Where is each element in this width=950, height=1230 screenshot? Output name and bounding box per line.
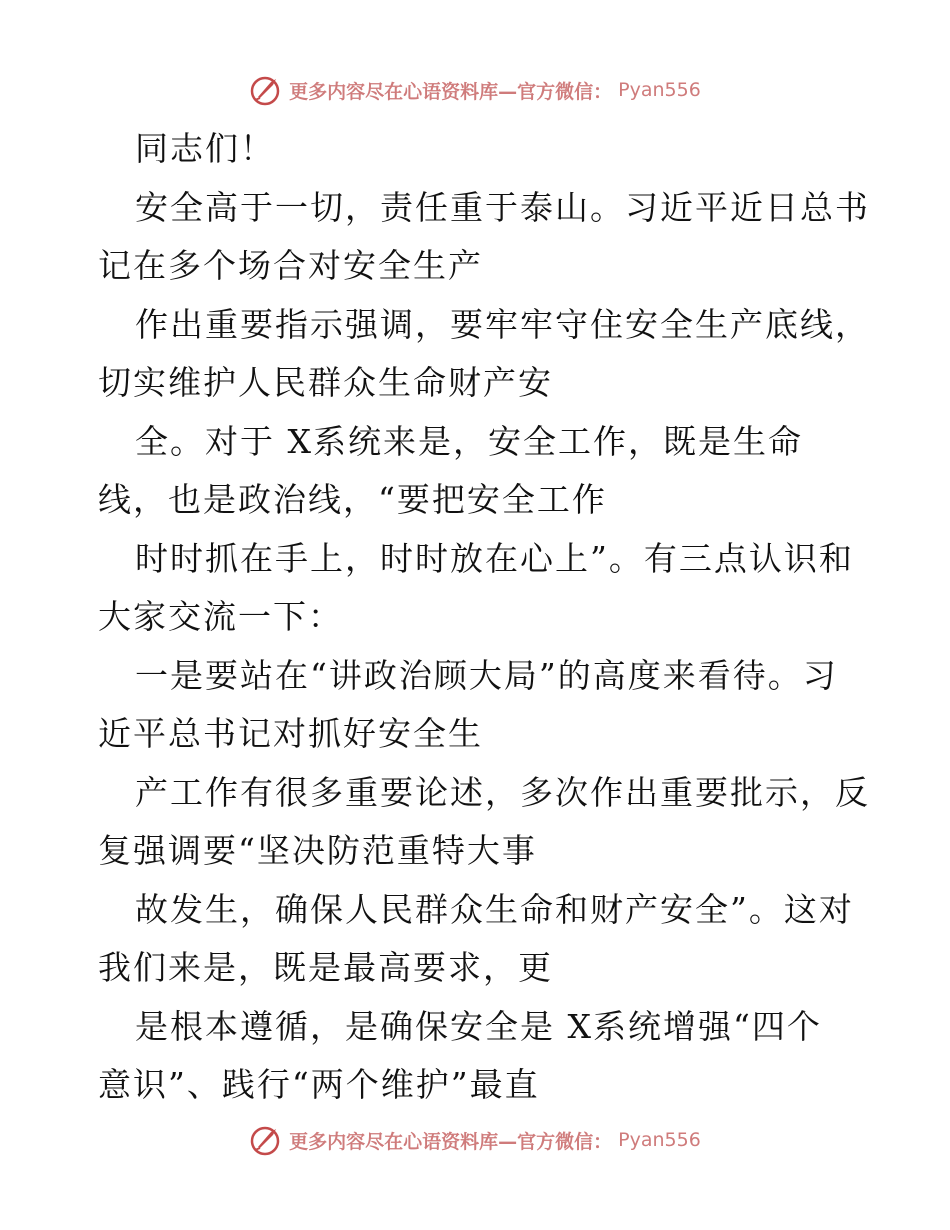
footer-watermark	[0, 1120, 950, 1160]
quill-logo-icon	[249, 1123, 283, 1157]
text-line: 是根本遵循，是确保安全是 X系统增强“四个	[135, 1006, 822, 1046]
text-line: 切实维护人民群众生命财产安	[98, 363, 553, 402]
text-line: 复强调要“坚决防范重特大事	[98, 831, 537, 870]
watermark-handle: Pyan556	[618, 1129, 701, 1151]
text-line: 我们来是，既是最高要求，更	[98, 948, 553, 987]
watermark-text: 更多内容尽在心语资料库—官方微信：	[289, 1130, 613, 1153]
text-line: 安全高于一切，责任重于泰山。习近平近日总书	[135, 187, 870, 227]
text-line: 意识”、践行“两个维护”最直	[98, 1065, 540, 1104]
text-line: 故发生，确保人民群众生命和财产安全”。这对	[135, 889, 854, 929]
watermark-text: 更多内容尽在心语资料库—官方微信：	[289, 80, 613, 103]
text-line: 近平总书记对抓好安全生	[98, 714, 483, 753]
document-body	[98, 120, 868, 1115]
text-line: 作出重要指示强调，要牢牢守住安全生产底线，	[135, 304, 870, 344]
text-line: 同志们！	[135, 129, 275, 168]
watermark-handle: Pyan556	[618, 79, 701, 101]
text-line: 大家交流一下：	[98, 597, 343, 636]
quill-logo-icon	[249, 73, 283, 107]
text-line: 时时抓在手上，时时放在心上”。有三点认识和	[135, 538, 854, 578]
text-line: 一是要站在“讲政治顾大局”的高度来看待。习	[135, 655, 838, 695]
text-line: 全。对于 X系统来是，安全工作，既是生命	[135, 421, 803, 461]
header-watermark	[0, 70, 950, 110]
text-line: 产工作有很多重要论述，多次作出重要批示，反	[135, 772, 870, 812]
text-line: 线，也是政治线，“要把安全工作	[98, 480, 607, 519]
text-line: 记在多个场合对安全生产	[98, 246, 483, 285]
